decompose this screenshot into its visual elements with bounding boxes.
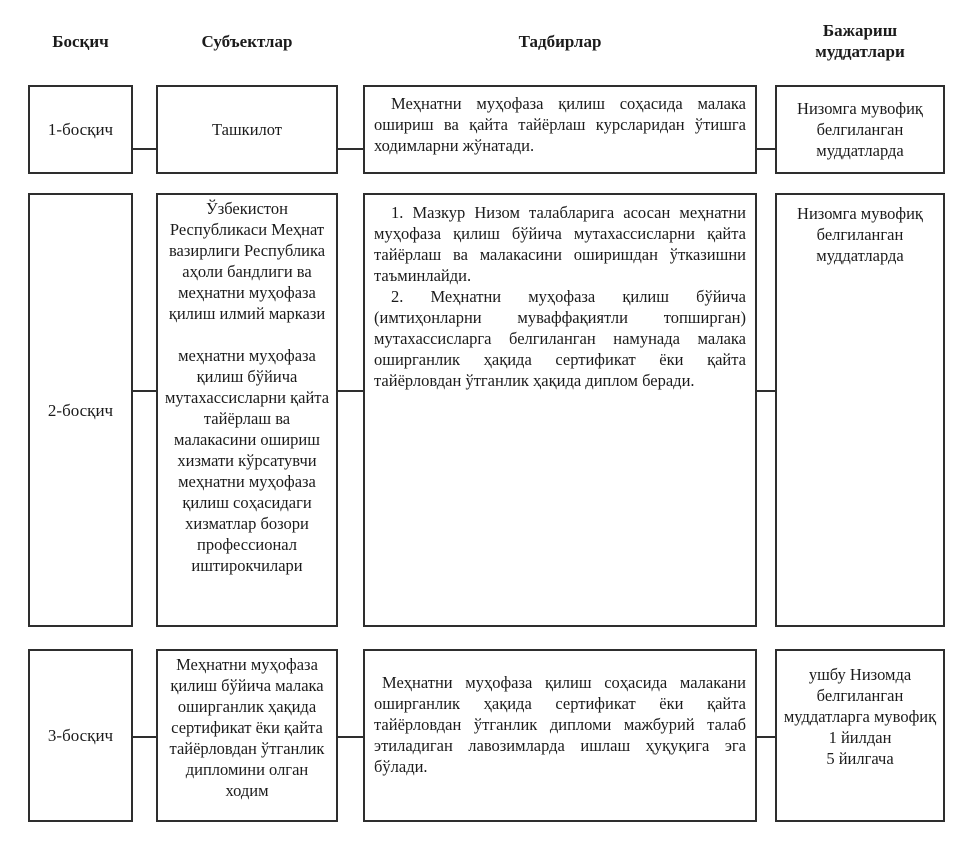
connector-row3-c bbox=[757, 736, 775, 738]
stage-1-label: 1-босқич bbox=[47, 120, 114, 139]
activities-3-text: Меҳнатни муҳофаза қилиш соҳасида малакани оширганлик ҳақида сертификат ёки қайта тайёрловдан ўтганлик дипломи мажбурий талаб этиладиган лавозимларда ишлаш ҳуқуқига эга бўлади. bbox=[374, 673, 746, 776]
stage-3-box bbox=[28, 649, 133, 822]
stage-2-label: 2-босқич bbox=[47, 400, 114, 420]
deadline-3-line-3: 5 йилгача bbox=[826, 749, 894, 768]
stage-3-label: 3-босқич bbox=[47, 726, 114, 745]
activities-3-box bbox=[363, 649, 757, 822]
connector-row3-a bbox=[133, 736, 156, 738]
activities-2-item-2: 2. Меҳнатни муҳофаза қилиш бўйича (имтиҳонларни муваффақиятли топширган) мутахассисларга белгиланган намунада малака оширганлик ҳақида сертификат ёки қайта тайёрловдан ўтганлик ҳақида диплом беради. bbox=[374, 287, 746, 390]
deadline-3-line-2: 1 йилдан bbox=[828, 728, 892, 747]
connector-row1-a bbox=[133, 148, 156, 150]
activities-1-box bbox=[363, 85, 757, 174]
connector-row1-b bbox=[338, 148, 363, 150]
connector-row2-a bbox=[133, 390, 156, 392]
deadline-2-box bbox=[775, 193, 945, 627]
stage-1-box bbox=[28, 85, 133, 174]
column-header-subjects: Субъектлар bbox=[201, 32, 293, 51]
deadline-1-box bbox=[775, 85, 945, 174]
subjects-1-box bbox=[156, 85, 338, 174]
column-header-activities: Тадбирлар bbox=[518, 32, 602, 51]
activities-2-item-1: 1. Мазкур Низом талабларига асосан меҳнатни муҳофаза қилиш бўйича мутахассисларни қайта тайёрлаш ва малакасини оширишдан ўтказишни таъминлайди. bbox=[374, 203, 746, 285]
deadline-3-line-1: ушбу Низомда белгиланган муддатларга мувофиқ bbox=[783, 665, 937, 726]
connector-row2-c bbox=[757, 390, 775, 392]
connector-row3-b bbox=[338, 736, 363, 738]
connector-row2-b bbox=[338, 390, 363, 392]
subjects-1-text: Ташкилот bbox=[211, 120, 283, 139]
subjects-3-text: Меҳнатни муҳофаза қилиш бўйича малака оширганлик ҳақида сертификат ёки қайта тайёрловдан ўтганлик дипломини олган ходим bbox=[169, 655, 325, 800]
column-header-stage: Босқич bbox=[52, 32, 109, 51]
column-header-deadlines: Бажариш муддатлари bbox=[815, 21, 905, 61]
connector-row1-c bbox=[757, 148, 775, 150]
subjects-3-box bbox=[156, 649, 338, 822]
stage-2-box bbox=[28, 193, 133, 627]
activities-1-text: Меҳнатни муҳофаза қилиш соҳасида малака ошириш ва қайта тайёрлаш курсларидан ўтишга ходимларни жўнатади. bbox=[374, 94, 746, 155]
subjects-2-text-1: Ўзбекистон Республикаси Меҳнат вазирлиги Республика аҳоли бандлиги ва меҳнатни муҳофаза қилиш илмий маркази bbox=[168, 199, 326, 323]
subjects-2-text-2: меҳнатни муҳофаза қилиш бўйича мутахассисларни қайта тайёрлаш ва малакасини ошириш хизмати кўрсатувчи меҳнатни муҳофаза қилиш соҳасидаги хизматлар бозори профессионал иштирокчилари bbox=[164, 346, 330, 575]
deadline-3-box bbox=[775, 649, 945, 822]
subjects-2-box bbox=[156, 193, 338, 627]
activities-2-box bbox=[363, 193, 757, 627]
deadline-2-text: Низомга мувофиқ белгиланган муддатларда bbox=[797, 204, 923, 265]
deadline-1-text: Низомга мувофиқ белгиланган муддатларда bbox=[797, 99, 923, 160]
